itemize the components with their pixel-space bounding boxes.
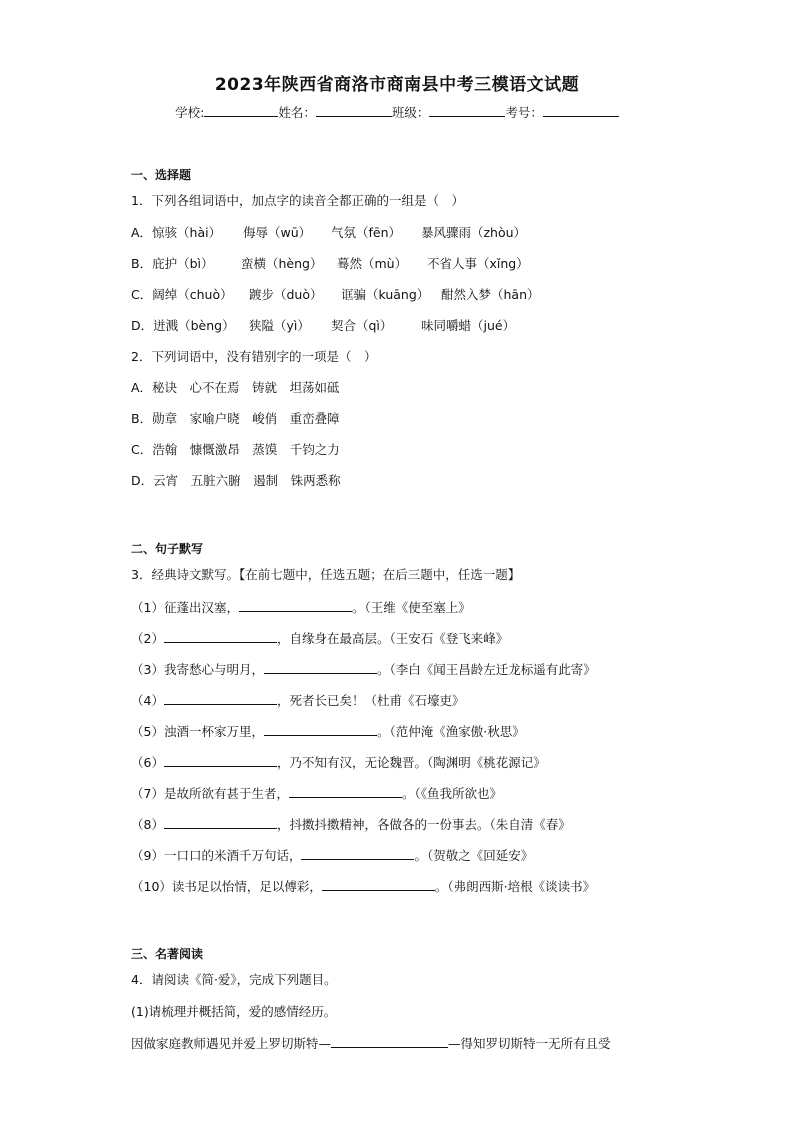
dictation-blank-5[interactable] (264, 722, 377, 736)
student-info-line (0, 103, 794, 121)
question-2-option-a[interactable]: A．秘诀 心不在焉 铸就 坦荡如砥 (131, 380, 340, 395)
question-2-stem: 2．下列词语中，没有错别字的一项是（ ） (131, 349, 377, 364)
dictation-blank-8[interactable] (164, 815, 277, 829)
question-4-sub-1: (1)请梳理并概括简，爱的感情经历。 (131, 1004, 337, 1019)
question-1-option-c[interactable] (131, 286, 540, 304)
name-label: 姓名： (278, 105, 316, 120)
dictation-item-4: （4） ，死者长已矣！（杜甫《石壕吏》 (131, 693, 465, 708)
page-title: 2023年陕西省商洛市商南县中考三模语文试题 (214, 75, 580, 95)
class-blank[interactable] (429, 103, 505, 117)
number-blank[interactable] (543, 103, 619, 117)
dictation-item-1: （1）征蓬出汉塞， 。（王维《使至塞上》 (131, 600, 471, 615)
option-a-word-1: A．惊骇（hài） (131, 225, 222, 240)
dictation-item-8: （8） ，抖擞抖擞精神，各做各的一份事去。（朱自清《春》 (131, 817, 571, 832)
name-blank[interactable] (316, 103, 392, 117)
option-b-word-4: 不省人事（xǐng） (427, 256, 529, 271)
option-b-word-2: 蛮横（hèng） (241, 256, 323, 271)
dictation-blank-2[interactable] (164, 629, 277, 643)
dictation-item-7: （7）是故所欲有甚于生者， 。（《鱼我所欲也》 (131, 786, 502, 801)
question-2-option-c[interactable]: C．浩翰 慷慨激昂 蒸馍 千钧之力 (131, 442, 340, 457)
option-c-word-3: 诓骗（kuāng） (341, 287, 430, 302)
option-d-word-1: D．迸溅（bèng） (131, 318, 235, 333)
option-c-word-2: 踱步（duò） (249, 287, 323, 302)
question-1-option-b[interactable] (131, 255, 529, 273)
dictation-blank-1[interactable] (239, 598, 352, 612)
section-heading-choice: 一、选择题 (131, 168, 192, 182)
option-c-word-1: C．阔绰（chuò） (131, 287, 233, 302)
option-a-word-4: 暴风骤雨（zhòu） (421, 225, 527, 240)
section-heading-classics: 三、名著阅读 (131, 947, 204, 961)
dictation-item-2: （2） ，自缘身在最高层。（王安石《登飞来峰》 (131, 631, 509, 646)
dictation-blank-10[interactable] (322, 877, 435, 891)
option-d-word-4: 味同嚼蜡（jué） (421, 318, 516, 333)
dictation-blank-9[interactable] (301, 846, 414, 860)
question-2-option-b[interactable]: B．勋章 家喻户晓 峻俏 重峦叠障 (131, 411, 340, 426)
section-heading-dictation: 二、句子默写 (131, 542, 204, 556)
class-label: 班级： (391, 105, 430, 120)
question-4-stem: 4．请阅读《简·爱》，完成下列题目。 (131, 972, 337, 987)
question-2-option-d[interactable]: D．云宵 五脏六腑 遏制 铢两悉称 (131, 473, 341, 488)
question-1-stem: 1．下列各组词语中，加点字的读音全都正确的一组是（ ） (131, 193, 464, 208)
option-a-word-3: 气氛（fēn） (331, 225, 402, 240)
dictation-item-6: （6） ，乃不知有汉，无论魏晋。（陶渊明《桃花源记》 (131, 755, 546, 770)
flow-blank-1[interactable] (331, 1034, 448, 1048)
dictation-item-9: （9）一口口的米酒千万句话， 。（贺敬之《回延安》 (131, 848, 534, 863)
option-a-word-2: 侮辱（wū） (243, 225, 312, 240)
dictation-blank-6[interactable] (164, 753, 277, 767)
option-b-word-1: B．庇护（bì） (131, 256, 214, 271)
question-4-flow-line: 因做家庭教师遇见并爱上罗切斯特— —得知罗切斯特一无所有且受 (131, 1036, 611, 1051)
dictation-blank-3[interactable] (264, 660, 377, 674)
option-b-word-3: 蓦然（mù） (337, 256, 408, 271)
question-3-stem: 3．经典诗文默写。【在前七题中，任选五题；在后三题中，任选一题】 (131, 567, 521, 582)
option-d-word-2: 狭隘（yì） (249, 318, 310, 333)
dictation-item-10: （10）读书足以怡情，足以傅彩， 。（弗朗西斯·培根《谈读书》 (131, 879, 596, 894)
dictation-blank-7[interactable] (289, 784, 402, 798)
option-c-word-4: 酣然入梦（hān） (441, 287, 540, 302)
question-1-option-a[interactable] (131, 224, 526, 242)
dictation-blank-4[interactable] (164, 691, 277, 705)
school-label: 学校: (175, 105, 205, 120)
number-label: 考号： (505, 105, 543, 120)
option-d-word-3: 契合（qì） (331, 318, 393, 333)
question-1-option-d[interactable] (131, 317, 515, 335)
dictation-item-5: （5）浊酒一杯家万里， 。（范仲淹《渔家傲·秋思》 (131, 724, 525, 739)
dictation-item-3: （3）我寄愁心与明月， 。（李白《闻王昌龄左迁龙标遥有此寄》 (131, 662, 596, 677)
school-blank[interactable] (204, 103, 278, 117)
